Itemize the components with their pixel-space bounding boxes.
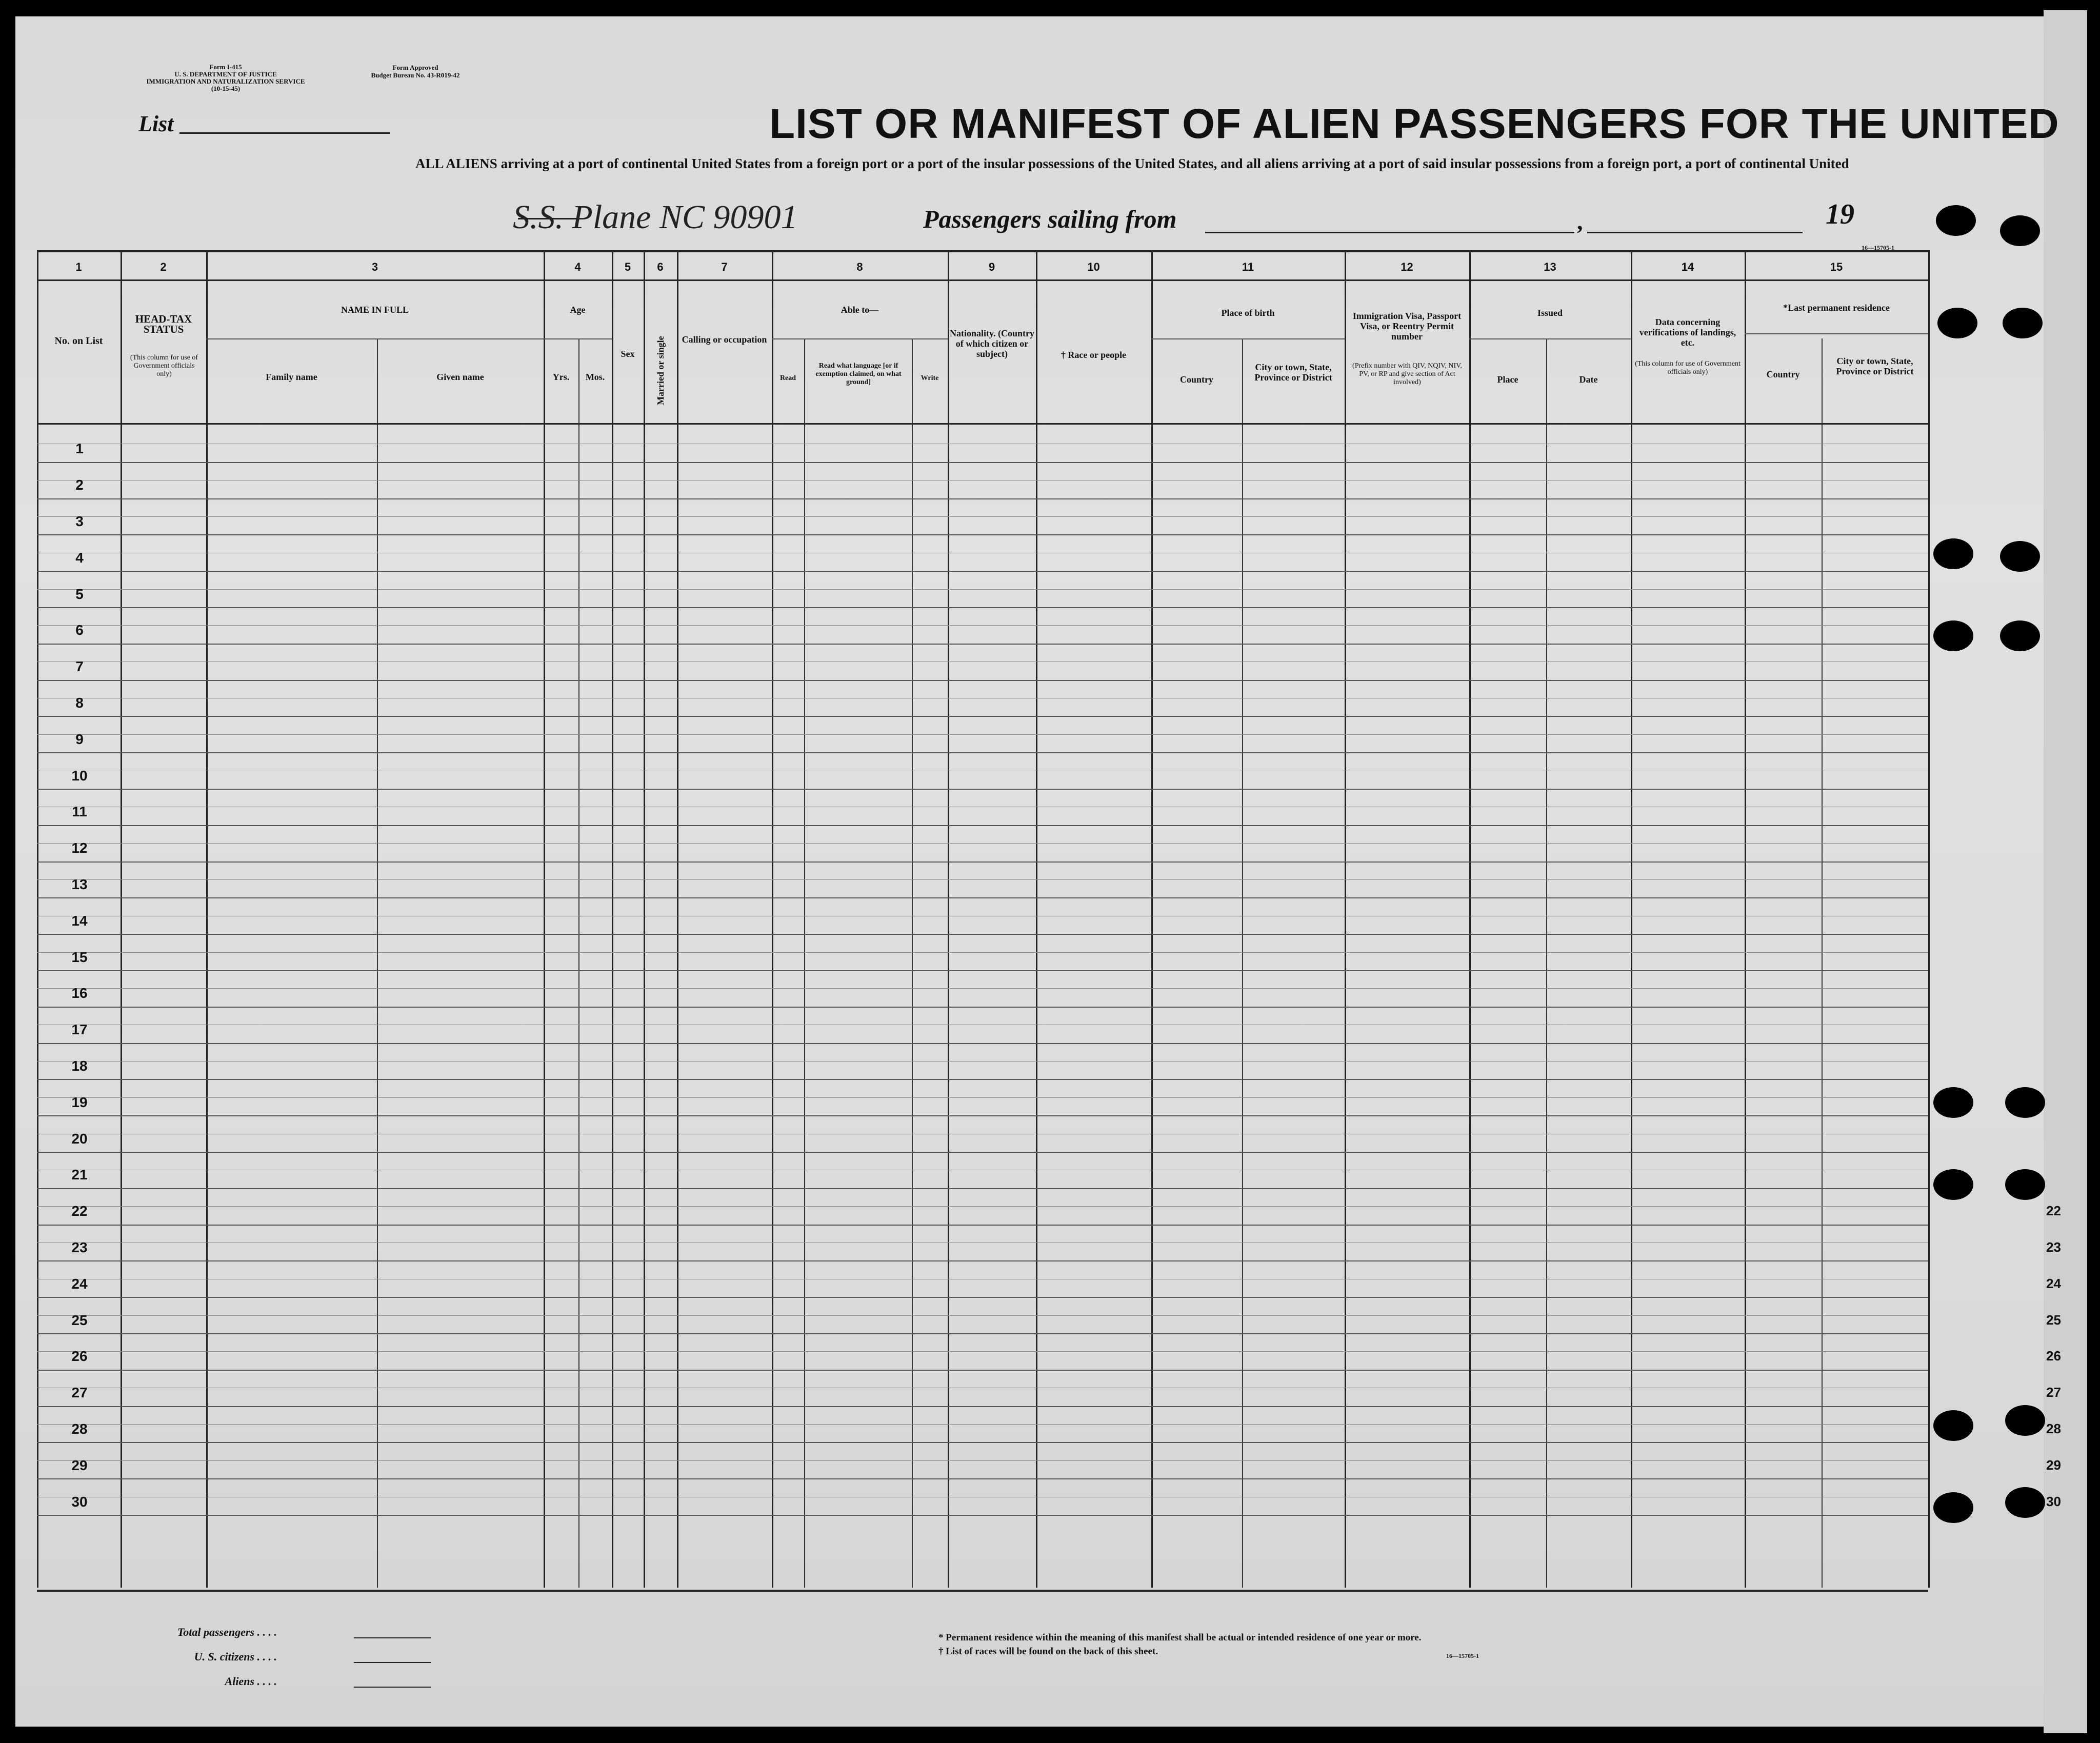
margin-row-number: 22 — [2046, 1203, 2061, 1218]
header-residence-country: Country — [1766, 369, 1800, 379]
us-citizens-field[interactable] — [354, 1662, 431, 1663]
row-line — [37, 498, 1928, 499]
punch-hole — [1933, 1087, 1973, 1118]
subheader-divider — [1745, 333, 1928, 334]
row-line — [37, 825, 1928, 826]
row-line — [37, 534, 1928, 535]
row-line — [37, 462, 1928, 463]
row-number: 1 — [75, 440, 84, 456]
row-line — [37, 1478, 1928, 1479]
row-number: 16 — [71, 985, 88, 1001]
sailing-from-field[interactable] — [1205, 232, 1574, 233]
margin-row-number: 27 — [2046, 1385, 2061, 1400]
column-number: 2 — [160, 261, 167, 273]
row-guide-line — [37, 1206, 1928, 1207]
header-calling: Calling or occupation — [682, 334, 767, 345]
punch-hole — [2003, 308, 2043, 338]
header-place-of-birth: Place of birth — [1221, 308, 1275, 318]
row-guide-line — [37, 843, 1928, 844]
punch-hole — [2005, 1487, 2045, 1518]
row-line — [37, 1079, 1928, 1080]
col-border — [772, 250, 773, 1588]
department-name: U. S. DEPARTMENT OF JUSTICE — [174, 70, 277, 78]
punch-hole — [1933, 538, 1973, 569]
row-line — [37, 1370, 1928, 1371]
row-number: 8 — [75, 695, 84, 711]
row-number: 2 — [75, 477, 84, 493]
total-passengers-label: Total passengers . . . . — [177, 1626, 277, 1638]
row-number: 10 — [71, 768, 88, 784]
row-guide-line — [37, 952, 1928, 953]
row-number: 6 — [75, 622, 84, 638]
total-passengers-field[interactable] — [354, 1637, 431, 1638]
row-guide-line — [37, 1097, 1928, 1098]
row-number: 28 — [71, 1421, 88, 1437]
passengers-sailing-label: Passengers sailing from — [923, 205, 1177, 233]
ship-strikethrough — [518, 218, 579, 219]
header-read: Read — [779, 374, 796, 382]
header-last-residence: *Last permanent residence — [1783, 303, 1890, 313]
col-border — [1469, 250, 1471, 1588]
punch-hole — [1937, 308, 1977, 338]
ship-handwritten-entry: S.S. Plane NC 90901 — [513, 198, 798, 236]
col-border — [377, 338, 378, 1588]
print-code-top: 16—15705-1 — [1862, 244, 1894, 251]
row-guide-line — [37, 1315, 1928, 1316]
row-number: 25 — [71, 1312, 88, 1328]
page-subtitle: ALL ALIENS arriving at a port of continental United States from a foreign port or a port of the insular possessions of the United States, and all aliens arriving at a port of said insular possessions from a foreign port, a port of continental United — [415, 156, 1849, 171]
aliens-label: Aliens . . . . — [225, 1675, 277, 1688]
margin-row-number: 30 — [2046, 1494, 2061, 1509]
aliens-field[interactable] — [354, 1687, 431, 1688]
column-number: 7 — [721, 261, 728, 273]
row-line — [37, 644, 1928, 645]
col-border — [912, 338, 913, 1588]
row-guide-line — [37, 879, 1928, 880]
row-line — [37, 1007, 1928, 1008]
punch-hole — [2000, 541, 2040, 572]
page-title: LIST OR MANIFEST OF ALIEN PASSENGERS FOR THE UNITED — [769, 101, 2059, 147]
header-issued-date: Date — [1579, 374, 1598, 385]
column-number-divider — [37, 279, 1928, 281]
header-age: Age — [570, 305, 586, 315]
row-line — [37, 1115, 1928, 1116]
col-border — [578, 338, 579, 1588]
row-number: 23 — [71, 1239, 88, 1255]
approval-line-2: Budget Bureau No. 43-R019-42 — [371, 71, 460, 79]
row-number: 11 — [72, 804, 87, 819]
row-number: 22 — [71, 1203, 88, 1219]
row-number: 26 — [71, 1348, 88, 1364]
header-visa-note: (Prefix number with QIV, NQIV, NIV, PV, or RP and give section of Act involved) — [1352, 362, 1462, 386]
row-number: 7 — [75, 658, 84, 674]
column-number: 13 — [1544, 261, 1556, 273]
subheader-divider — [1469, 338, 1631, 339]
header-birth-country: Country — [1179, 374, 1213, 385]
column-number: 12 — [1401, 261, 1413, 273]
approval-line-1: Form Approved — [392, 64, 438, 71]
col-border — [1345, 250, 1346, 1588]
header-no-on-list: No. on List — [54, 335, 103, 347]
header-able-to: Able to— — [841, 305, 879, 315]
header-nationality: Nationality. (Country of which citizen or subject) — [950, 328, 1035, 359]
header-head-tax: HEAD-TAX STATUS — [135, 313, 192, 335]
punch-hole — [1936, 205, 1976, 236]
header-years: Yrs. — [552, 372, 570, 382]
year-label: 19 — [1826, 198, 1854, 230]
punch-hole — [2000, 620, 2040, 651]
col-border — [37, 250, 38, 1588]
subheader-divider — [544, 338, 612, 339]
column-number: 1 — [75, 261, 82, 273]
row-line — [37, 1225, 1928, 1226]
row-guide-line — [37, 1424, 1928, 1425]
row-number: 30 — [71, 1494, 88, 1510]
column-number: 3 — [371, 261, 378, 273]
row-guide-line — [37, 625, 1928, 626]
print-code: 16—15705-1 — [1446, 1652, 1479, 1659]
punch-hole — [2000, 215, 2040, 246]
row-line — [37, 1442, 1928, 1443]
row-line — [37, 1043, 1928, 1044]
row-number: 4 — [75, 550, 84, 566]
row-line — [37, 1188, 1928, 1189]
row-number: 19 — [71, 1094, 88, 1110]
row-line — [37, 716, 1928, 717]
footnote-permanent-residence: * Permanent residence within the meaning of this manifest shall be actual or intended residence of one year or more. — [938, 1632, 1422, 1643]
margin-row-number: 26 — [2046, 1348, 2061, 1364]
row-line — [37, 1260, 1928, 1261]
column-number: 10 — [1087, 261, 1100, 273]
column-number: 11 — [1242, 261, 1254, 273]
header-bottom-divider — [37, 423, 1928, 425]
row-guide-line — [37, 1460, 1928, 1461]
footnote-race-list: † List of races will be found on the back of this sheet. — [938, 1646, 1158, 1657]
header-months: Mos. — [585, 372, 605, 382]
row-number: 9 — [75, 731, 84, 747]
row-number: 3 — [75, 513, 84, 529]
row-number: 13 — [71, 876, 88, 892]
col-border — [1546, 338, 1547, 1588]
subheader-divider — [206, 338, 544, 339]
header-family-name: Family name — [266, 372, 317, 382]
row-line — [37, 1333, 1928, 1334]
punch-hole — [1933, 620, 1973, 651]
row-line — [37, 1297, 1928, 1298]
row-number: 17 — [71, 1021, 88, 1037]
header-read-what-language: Read what language [or if exemption claimed, on what ground] — [815, 362, 902, 386]
comma-separator: , — [1577, 208, 1583, 234]
row-line — [37, 607, 1928, 608]
row-number: 27 — [71, 1385, 88, 1400]
margin-row-number: 23 — [2046, 1239, 2061, 1255]
column-number: 15 — [1830, 261, 1843, 273]
row-number: 21 — [71, 1167, 88, 1183]
margin-row-number: 24 — [2046, 1276, 2061, 1291]
row-number: 20 — [71, 1131, 88, 1147]
row-line — [37, 1515, 1928, 1516]
column-number: 14 — [1681, 261, 1694, 273]
row-guide-line — [37, 1351, 1928, 1352]
form-number: Form I-415 — [209, 63, 242, 71]
row-number: 12 — [71, 840, 88, 856]
col-border — [1822, 338, 1823, 1588]
row-number: 24 — [71, 1276, 88, 1292]
header-given-name: Given name — [436, 372, 484, 382]
header-married-single: Married or single — [655, 336, 666, 405]
col-border — [644, 250, 645, 1588]
col-border — [1242, 338, 1243, 1588]
form-approval — [328, 64, 503, 79]
col-border — [1745, 250, 1746, 1588]
row-guide-line — [37, 516, 1928, 517]
row-number: 29 — [71, 1457, 88, 1473]
row-line — [37, 680, 1928, 681]
row-line — [37, 1406, 1928, 1407]
punch-hole — [2005, 1087, 2045, 1118]
header-data-note: (This column for use of Government officials only) — [1635, 360, 1741, 376]
header-name-in-full: NAME IN FULL — [341, 305, 409, 315]
row-line — [37, 571, 1928, 572]
col-border — [206, 250, 208, 1588]
col-border — [1631, 250, 1632, 1588]
form-identifier — [118, 64, 333, 92]
row-number: 15 — [71, 949, 88, 965]
manifest-table — [37, 250, 1928, 1592]
row-line — [37, 789, 1928, 790]
header-write: Write — [921, 374, 939, 382]
col-border — [804, 338, 805, 1588]
header-visa-number: Immigration Visa, Passport Visa, or Reentry Permit number — [1352, 311, 1462, 342]
header-issued: Issued — [1537, 308, 1563, 318]
column-number: 8 — [856, 261, 863, 273]
header-race: † Race or people — [1061, 350, 1127, 360]
row-guide-line — [37, 988, 1928, 989]
scan-edge-strip — [2044, 10, 2087, 1733]
col-border — [544, 250, 545, 1588]
col-border — [1151, 250, 1153, 1588]
column-number: 6 — [657, 261, 664, 273]
punch-hole — [1933, 1410, 1973, 1441]
row-line — [37, 897, 1928, 898]
column-number: 9 — [988, 261, 995, 273]
row-line — [37, 934, 1928, 935]
punch-hole — [1933, 1492, 1973, 1523]
row-guide-line — [37, 734, 1928, 735]
column-number: 5 — [624, 261, 631, 273]
col-border — [677, 250, 678, 1588]
header-issued-place: Place — [1497, 374, 1518, 385]
col-border — [1928, 250, 1930, 1588]
form-date: (10-15-45) — [211, 85, 241, 92]
sailing-date-field[interactable] — [1587, 232, 1803, 233]
punch-hole — [2005, 1169, 2045, 1200]
col-border — [1036, 250, 1037, 1588]
header-head-tax-note: (This column for use of Government officials only) — [130, 354, 198, 378]
margin-row-number: 28 — [2046, 1421, 2061, 1436]
margin-row-number: 25 — [2046, 1312, 2061, 1328]
list-label: List — [138, 111, 174, 136]
row-line — [37, 862, 1928, 863]
col-border — [121, 250, 122, 1588]
list-number-field[interactable] — [179, 132, 390, 134]
header-residence-city: City or town, State, Province or District — [1836, 356, 1914, 376]
margin-row-number: 29 — [2046, 1457, 2061, 1473]
row-line — [37, 752, 1928, 753]
us-citizens-label: U. S. citizens . . . . — [194, 1650, 277, 1663]
col-border — [612, 250, 613, 1588]
header-birth-city: City or town, State, Province or District — [1254, 362, 1332, 383]
row-line — [37, 970, 1928, 971]
punch-hole — [2005, 1405, 2045, 1436]
row-number: 18 — [71, 1058, 88, 1074]
punch-hole — [1933, 1169, 1973, 1200]
col-border — [948, 250, 949, 1588]
header-data-concerning: Data concerning verifications of landings, etc. — [1639, 317, 1736, 348]
subheader-divider — [772, 338, 948, 339]
row-number: 5 — [75, 586, 84, 602]
service-name: IMMIGRATION AND NATURALIZATION SERVICE — [146, 77, 305, 85]
subheader-divider — [1151, 338, 1345, 339]
header-sex: Sex — [621, 349, 635, 359]
row-number: 14 — [71, 913, 88, 929]
column-number: 4 — [574, 261, 581, 273]
row-guide-line — [37, 589, 1928, 590]
row-line — [37, 1152, 1928, 1153]
